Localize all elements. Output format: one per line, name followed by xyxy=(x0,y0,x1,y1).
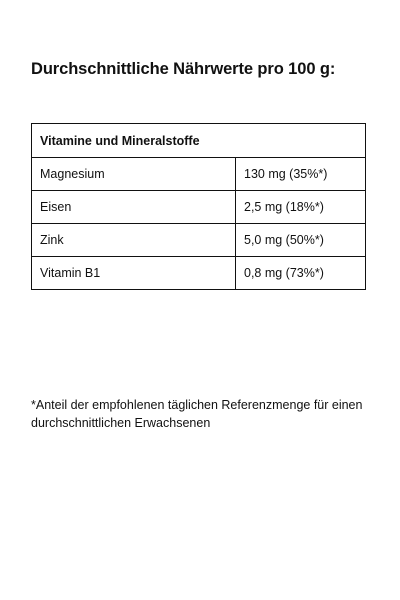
nutrient-name: Eisen xyxy=(32,191,236,224)
nutrient-value: 0,8 mg (73%*) xyxy=(236,257,366,290)
table-row xyxy=(32,191,366,224)
table-row xyxy=(32,224,366,257)
section-header: Vitamine und Mineralstoffe xyxy=(32,124,366,158)
nutrition-table xyxy=(31,123,366,290)
table-row xyxy=(32,158,366,191)
page-title: Durchschnittliche Nährwerte pro 100 g: xyxy=(31,60,336,78)
nutrient-name: Vitamin B1 xyxy=(32,257,236,290)
nutrient-value: 2,5 mg (18%*) xyxy=(236,191,366,224)
footnote: *Anteil der empfohlenen täglichen Referenzmenge für einen durchschnittlichen Erwachsenen xyxy=(31,398,363,430)
nutrient-value: 5,0 mg (50%*) xyxy=(236,224,366,257)
nutrient-value: 130 mg (35%*) xyxy=(236,158,366,191)
nutrient-name: Zink xyxy=(32,224,236,257)
nutrient-name: Magnesium xyxy=(32,158,236,191)
table-header-row xyxy=(32,124,366,158)
table-row xyxy=(32,257,366,290)
